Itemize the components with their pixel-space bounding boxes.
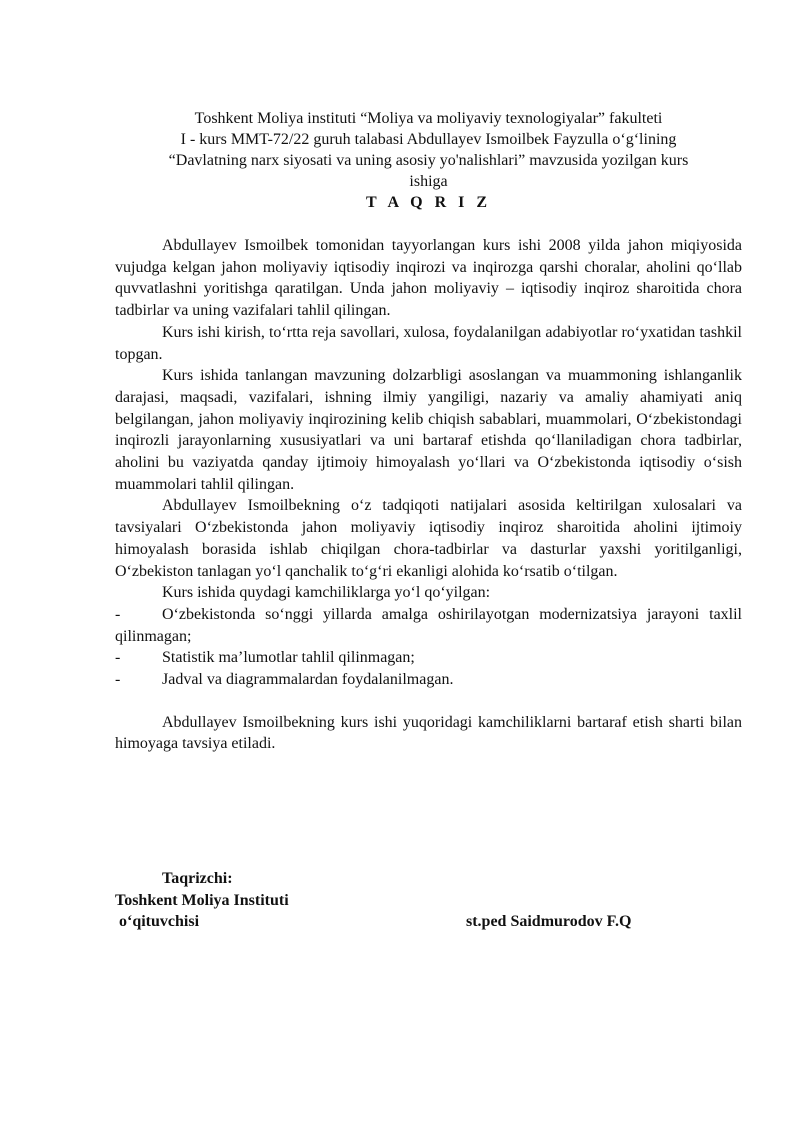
shortcoming-item bbox=[115, 669, 742, 691]
reviewer-institution: Toshkent Moliya Instituti bbox=[115, 891, 289, 909]
shortcoming-item bbox=[115, 647, 742, 669]
reviewer-name: st.ped Saidmurodov F.Q bbox=[466, 913, 632, 930]
list-dash: - bbox=[115, 605, 121, 623]
review-body bbox=[115, 235, 742, 755]
paragraph-recommendation: Abdullayev Ismoilbekning kurs ishi yuqoridagi kamchiliklarni bartaraf etish sharti bilan himoyaga tavsiya etiladi. bbox=[115, 713, 742, 753]
signature-block bbox=[115, 868, 742, 933]
spacer bbox=[115, 691, 742, 712]
shortcoming-text: Statistik maʼlumotlar tahlil qilinmagan; bbox=[162, 649, 415, 667]
list-dash: - bbox=[115, 671, 121, 689]
signature-row bbox=[115, 911, 742, 933]
list-dash: - bbox=[115, 649, 121, 667]
document-page bbox=[115, 108, 742, 755]
paragraph-relevance: Kurs ishida tanlangan mavzuning dolzarbligi asoslangan va muammoning ishlanganlik darajasi, maqsadi, vazifalari, ishning ilmiy yangiligi, nazariy va amaliy ahamiyati aniq belgilangan, jahon moliyaviy inqirozining kelib chiqish sabablari, muammolari, Oʻzbekistondagi inqirozli jarayonlarning xususiyatlari va uni bartaraf etishda qoʻllaniladigan chora tadbirlar, aholini bu vaziyatda qanday ijtimoiy himoyalash yoʻllari va Oʻzbekistonda iqtisodiy oʻsish muammolari tahlil qilingan. bbox=[115, 367, 742, 493]
paragraph-intro: Abdullayev Ismoilbek tomonidan tayyorlangan kurs ishi 2008 yilda jahon miqiyosida vujudga kelgan jahon moliyaviy iqtisodiy inqirozi va inqirozga qarshi choralar, aholini qoʻllab quvvatlashni yoritishga qaratilgan. Unda jahon moliyaviy – iqtisodiy inqiroz sharoitida chora tadbirlar va uning vazifalari tahlil qilingan. bbox=[115, 237, 742, 320]
paragraph-conclusions: Abdullayev Ismoilbekning oʻz tadqiqoti natijalari asosida keltirilgan xulosalari va tavsiyalari Oʻzbekistonda jahon moliyaviy iqtisodiy inqiroz sharoitida aholini ijtimoiy himoyalash borasida ishlab chiqilgan chora-tadbirlar va dasturlar yaxshi yoritilganligi, Oʻzbekiston tanlagan yoʻl qanchalik toʻgʻri ekanligi alohida koʻrsatib oʻtilgan. bbox=[115, 497, 742, 580]
header-line-student: I - kurs MMT-72/22 guruh talabasi Abdullayev Ismoilbek Fayzulla oʻgʻlining bbox=[180, 131, 677, 148]
reviewer-position: oʻqituvchisi bbox=[119, 913, 200, 930]
paragraph-structure: Kurs ishi kirish, toʻrtta reja savollari, xulosa, foydalanilgan adabiyotlar roʻyxatidan tashkil topgan. bbox=[115, 323, 742, 363]
shortcoming-text: Oʻzbekistonda soʻnggi yillarda amalga oshirilayotgan modernizatsiya jarayoni taxlil qilinmagan; bbox=[115, 605, 742, 645]
document-title: T A Q R I Z bbox=[365, 194, 492, 211]
shortcoming-text: Jadval va diagrammalardan foydalanilmagan. bbox=[162, 671, 454, 689]
shortcoming-item bbox=[115, 604, 742, 647]
reviewer-role: Taqrizchi: bbox=[162, 870, 233, 887]
header-line-ishiga: ishiga bbox=[409, 173, 448, 190]
document-header bbox=[115, 108, 742, 192]
header-line-topic: “Davlatning narx siyosati va uning asosiy yo'nalishlari” mavzusida yozilgan kurs bbox=[168, 152, 689, 169]
header-line-faculty: Toshkent Moliya instituti “Moliya va moliyaviy texnologiyalar” fakulteti bbox=[194, 110, 663, 127]
paragraph-shortcomings-intro: Kurs ishida quydagi kamchiliklarga yoʻl qoʻyilgan: bbox=[162, 584, 491, 602]
